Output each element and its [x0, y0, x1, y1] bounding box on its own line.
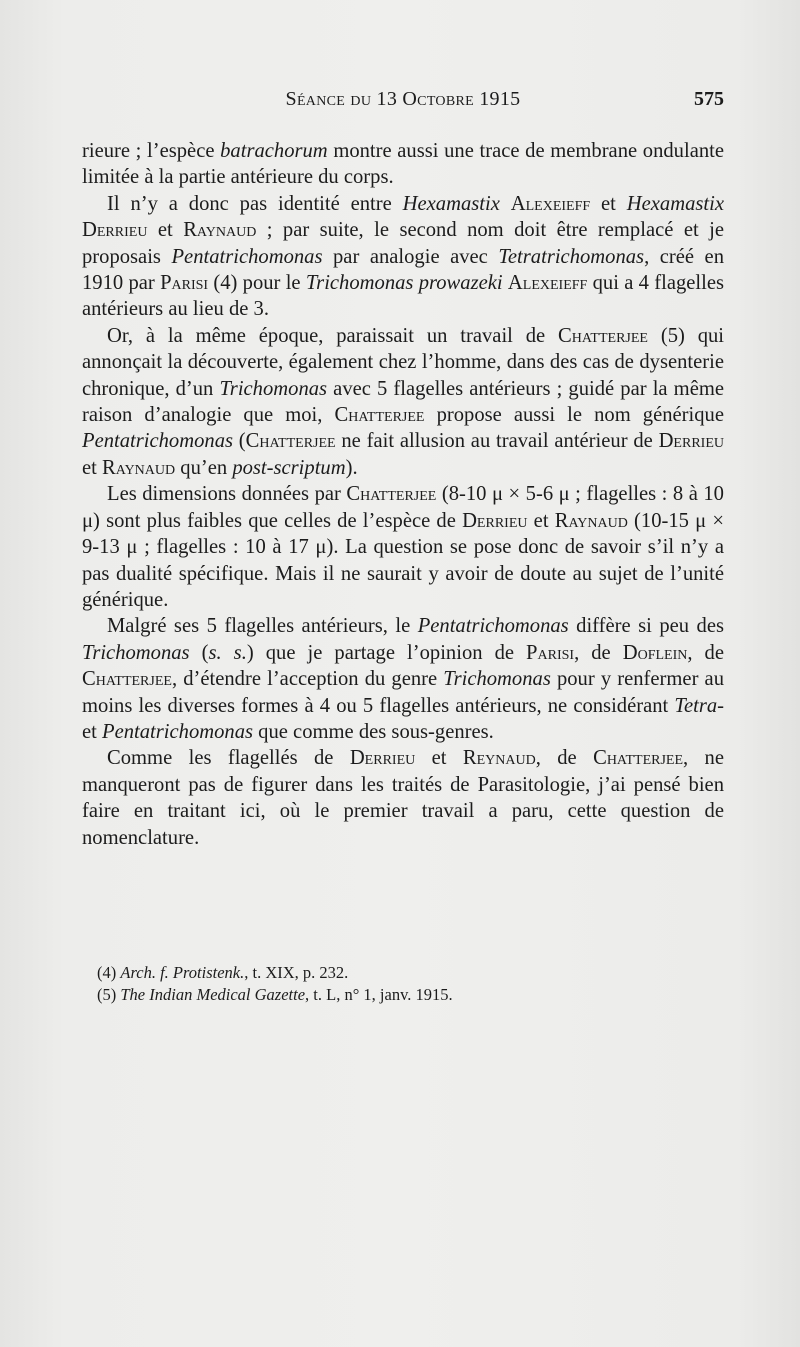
text-run: , de	[535, 747, 594, 770]
italic-run: batrachorum	[220, 140, 328, 162]
paragraph	[82, 191, 724, 323]
text-run: et	[82, 456, 103, 479]
text-run: , ne manqueront pas de figurer dans les traités de Parasitologie, j’ai pensé bien faire en traitant ici, où le premier travail a paru, cette question de nomenclature.	[82, 747, 724, 849]
author-name: Chatterjee	[558, 324, 648, 347]
text-run: Les dimensions données par	[107, 483, 347, 506]
text-run: diffère si peu des	[568, 615, 724, 638]
body-text	[82, 138, 724, 851]
text-run: et	[415, 747, 463, 770]
text-run: et	[527, 509, 555, 532]
italic-run: s. s.	[208, 641, 247, 664]
text-run: avec 5 flagelles antérieurs ; guidé par la même raison d’analogie que moi,	[82, 377, 725, 427]
italic-run: Trichomonas	[219, 377, 328, 400]
text-run: (5)	[97, 985, 121, 1004]
text-run: (4) pour le	[208, 272, 306, 295]
text-run: Il n’y a donc pas identité entre	[107, 192, 403, 215]
author-name: Alexeieff	[510, 192, 591, 215]
author-name: Parisi	[160, 272, 209, 295]
text-run: que comme des sous-genres.	[253, 720, 494, 743]
text-run: qui a 4 flagelles antérieurs au lieu de 3.	[82, 272, 725, 321]
author-name: Doflein	[622, 641, 688, 664]
text-run: par analogie avec	[322, 245, 499, 268]
italic-run: post-scriptum	[232, 456, 346, 479]
text-run: (	[233, 430, 246, 453]
page-header	[82, 88, 724, 118]
author-name: Chatterjee	[82, 668, 172, 691]
italic-run: Tetra-	[674, 694, 724, 717]
text-run: , t. L, n° 1, janv. 1915.	[305, 985, 453, 1004]
italic-run: Trichomonas	[82, 641, 190, 664]
text-run: qu’en	[175, 456, 233, 479]
paragraph	[82, 138, 724, 191]
italic-run: Hexamastix	[402, 192, 500, 215]
text-run: Malgré ses 5 flagelles antérieurs, le	[107, 615, 418, 638]
running-title: Séance du 13 Octobre 1915	[285, 88, 521, 110]
author-name: Reynaud	[462, 747, 536, 770]
italic-run: Trichomonas prowazeki	[305, 272, 503, 295]
italic-run: The Indian Medical Gazette	[120, 985, 306, 1004]
footnote	[97, 984, 724, 1006]
text-run: , créé en 1910 par	[82, 245, 724, 295]
text-run: montre aussi une trace de membrane ondulante limitée à la partie antérieure du corps.	[82, 140, 724, 189]
text-run: (5) qui annonçait la découverte, également chez l’homme, dans des cas de dysenterie chronique, d’un	[82, 324, 725, 400]
author-name: Derrieu	[462, 509, 528, 532]
text-run: propose aussi le nom générique	[424, 404, 724, 427]
text-run	[500, 193, 511, 215]
text-run: (10-15 μ × 9-13 μ ; flagelles : 10 à 17 μ). La question se pose donc de savoir s’il n’y a pas dualité spécifique. Mais il ne saurait y avoir de doute au sujet de l’unité générique.	[82, 509, 724, 611]
text-run: pour y renfermer au moins les diverses formes à 4 ou 5 flagelles antérieurs, ne considérant	[82, 668, 724, 717]
text-run: ) que je partage l’opinion de	[246, 641, 527, 664]
text-run: , de	[574, 641, 623, 664]
text-run: (	[189, 641, 209, 664]
author-name: Alexeieff	[507, 272, 588, 295]
paragraph	[82, 613, 724, 745]
text-run: (8-10 μ × 5-6 μ ; flagelles : 8 à 10 μ) sont plus faibles que celles de l’espèce de	[82, 483, 724, 532]
italic-run: Hexamastix	[626, 192, 724, 215]
text-run: , de	[687, 641, 724, 664]
italic-run: Tetratrichomonas	[498, 245, 645, 268]
author-name: Raynaud	[102, 456, 176, 479]
author-name: Derrieu	[82, 219, 148, 242]
author-name: Chatterjee	[593, 747, 684, 770]
text-run: ; par suite, le second nom doit être remplacé et je proposais	[82, 219, 724, 268]
footnote	[97, 962, 724, 984]
author-name: Raynaud	[554, 509, 628, 532]
text-run: , t. XIX, p. 232.	[244, 963, 349, 982]
text-run: Or, à la même époque, paraissait un travail de	[107, 324, 559, 347]
author-name: Chatterjee	[245, 430, 336, 453]
italic-run: Pentatrichomonas	[171, 245, 323, 268]
italic-run: Trichomonas	[443, 668, 551, 691]
text-run: ne fait allusion au travail antérieur de	[335, 430, 659, 453]
text-run: et	[590, 192, 627, 215]
text-run: et	[82, 720, 103, 743]
text-run: rieure ; l’espèce	[82, 140, 221, 162]
italic-run: Pentatrichomonas	[102, 720, 254, 743]
author-name: Parisi	[526, 641, 575, 664]
paragraph	[82, 481, 724, 613]
italic-run: Pentatrichomonas	[417, 615, 569, 638]
author-name: Derrieu	[658, 430, 724, 453]
author-name: Derrieu	[349, 747, 416, 770]
paragraph	[82, 745, 724, 851]
italic-run: Arch. f. Protistenk.	[120, 963, 245, 982]
footnotes	[97, 962, 724, 1006]
text-run: (4)	[97, 963, 121, 982]
author-name: Chatterjee	[334, 404, 425, 427]
italic-run: Pentatrichomonas	[82, 430, 234, 453]
author-name: Raynaud	[183, 219, 257, 242]
page-number: 575	[694, 88, 724, 110]
author-name: Chatterjee	[346, 483, 437, 506]
paragraph	[82, 323, 724, 481]
text-run: Comme les flagellés de	[107, 747, 350, 770]
text-run: , d’étendre l’acception du genre	[171, 668, 444, 691]
text-run: ).	[345, 456, 358, 479]
text-run: et	[147, 219, 184, 242]
